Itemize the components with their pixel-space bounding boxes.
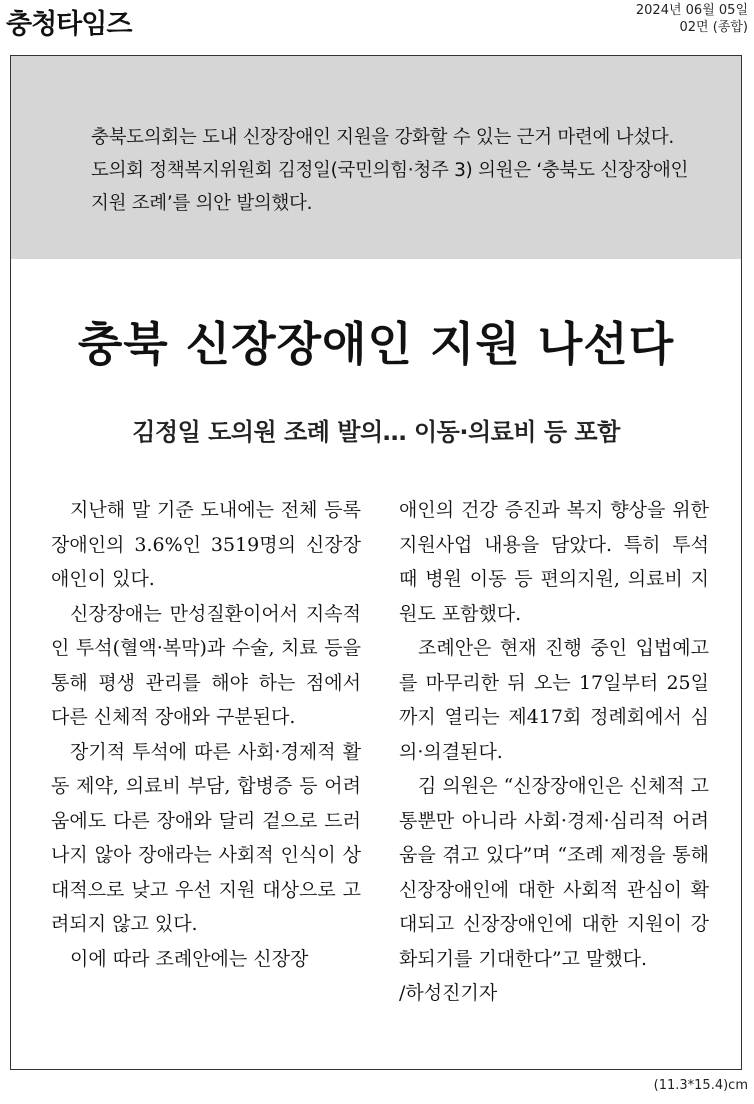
body-paragraph: 신장장애는 만성질환이어서 지속적인 투석(혈액·복막)과 수술, 치료 등을 통해 평생 관리를 해야 하는 점에서 다른 신체적 장애와 구분된다. xyxy=(51,602,361,728)
body-paragraph: 김 의원은 “신장장애인은 신체적 고통뿐만 아니라 사회·경제·심리적 어려움을 겪고 있다”며 “조례 제정을 통해 신장장애인에 대한 사회적 관심이 확대되고 신장장애인에 대한 지원이 강화되기를 기대한다”고 말했다. xyxy=(399,775,709,970)
body-paragraph: 조례안은 현재 진행 중인 입법예고를 마무리한 뒤 오는 17일부터 25일까지 열리는 제417회 정례회에서 심의·의결된다. xyxy=(399,637,709,763)
body-paragraph: 지난해 말 기준 도내에는 전체 등록장애인의 3.6%인 3519명의 신장장애인이 있다. xyxy=(51,499,361,590)
body-paragraph: 장기적 투석에 따른 사회·경제적 활동 제약, 의료비 부담, 합병증 등 어려움에도 다른 장애와 달리 겉으로 드러나지 않아 장애라는 사회적 인식이 상대적으로 낮고 우선 지원 대상으로 고려되지 않고 있다. xyxy=(51,740,361,935)
publication-date: 2024년 06월 05일 xyxy=(635,3,748,18)
newspaper-masthead: 충청타임즈 xyxy=(6,9,132,40)
body-paragraph: 이에 따라 조례안에는 신장장 xyxy=(70,947,309,970)
page-section: 02면 (종합) xyxy=(679,20,748,35)
body-paragraph-continued: 애인의 건강 증진과 복지 향상을 위한 지원사업 내용을 담았다. 특히 투석 때 병원 이동 등 편의지원, 의료비 지원도 포함했다. xyxy=(399,499,709,625)
lead-summary-text: 충북도의회는 도내 신장장애인 지원을 강화할 수 있는 근거 마련에 나섰다. 도의회 정책복지위원회 김정일(국민의힘·청주 3) 의원은 ‘충북도 신장장애인 지원 조례’를 의안 발의했다. xyxy=(91,127,689,214)
article-frame xyxy=(10,55,742,1070)
article-headline: 충북 신장장애인 지원 나선다 xyxy=(77,317,675,371)
lead-summary-box xyxy=(11,56,741,259)
dateline xyxy=(636,2,748,36)
clipping-size-note: (11.3*15.4)cm xyxy=(653,1078,748,1093)
body-column-right xyxy=(399,493,709,1011)
body-column-left xyxy=(51,493,361,976)
article-subheadline: 김정일 도의원 조례 발의… 이동·의료비 등 포함 xyxy=(132,418,620,446)
reporter-byline: /하성진기자 xyxy=(399,982,498,1004)
